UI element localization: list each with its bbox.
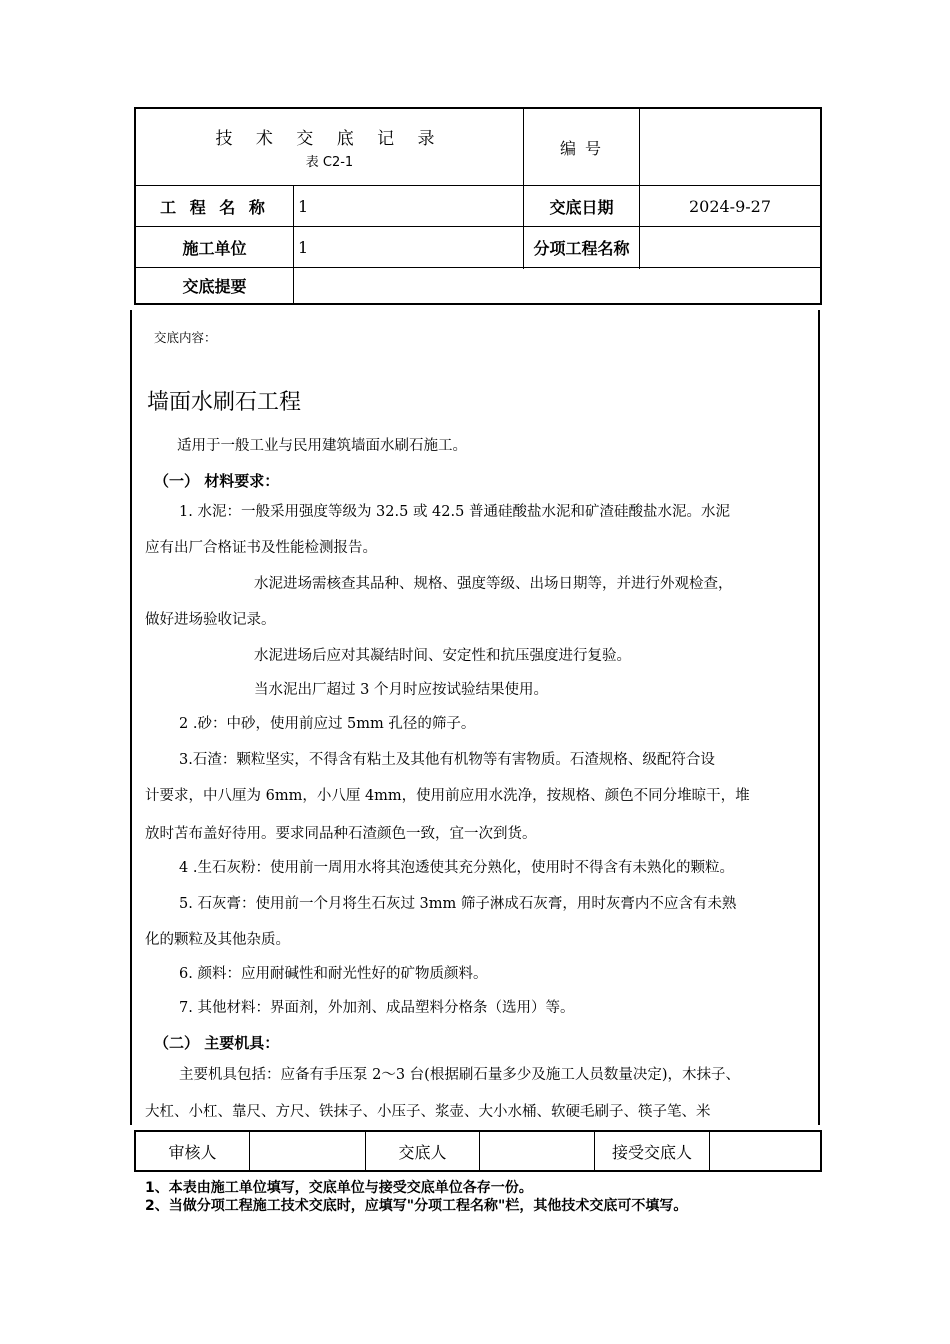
content-line: 水泥进场后应对其凝结时间、安定性和抗压强度进行复验。 [254,648,631,664]
content-line: 水泥进场需核查其品种、规格、强度等级、出场日期等，并进行外观检查， [254,576,733,592]
content-line: 应有出厂合格证书及性能检测报告。 [145,540,377,556]
header-table [134,107,822,305]
subproject-field[interactable] [640,227,820,267]
reviewer-label: 审核人 [168,1142,217,1162]
subsection-heading: （一） 材料要求： [154,472,280,490]
content-line: 3.石渣：颗粒坚实，不得含有粘土及其他有机物等有害物质。石渣规格、级配符合设 [179,752,715,768]
project-name-field[interactable]: 1 [298,196,309,216]
content-line: 1. 水泥：一般采用强度等级为 32.5 或 42.5 普通硅酸盐水泥和矿渣硅酸盐水泥。水泥 [179,504,730,520]
content-line: 7. 其他材料：界面剂，外加剂、成品塑料分格条（选用）等。 [179,1000,575,1016]
content-line: 做好进场验收记录。 [145,612,276,628]
summary-label: 交底提要 [182,277,247,296]
subproject-label: 分项工程名称 [533,238,630,258]
content-line: 2 .砂：中砂，使用前应过 5mm 孔径的筛子。 [179,716,476,732]
subsection-heading: （二） 主要机具： [154,1034,280,1052]
content-line: 6. 颜料：应用耐碱性和耐光性好的矿物质颜料。 [179,966,488,982]
reviewer-field[interactable] [250,1132,365,1170]
signature-table [134,1130,822,1172]
number-label: 编 号 [559,138,604,158]
form-number: 表 C2-1 [305,155,354,170]
discloser-field[interactable] [480,1132,594,1170]
summary-field[interactable] [294,268,820,303]
date-field[interactable]: 2024-9-27 [688,196,772,216]
date-label: 交底日期 [549,197,614,217]
receiver-field[interactable] [710,1132,820,1170]
number-field[interactable] [640,109,820,185]
footnote: 1、本表由施工单位填写，交底单位与接受交底单位各存一份。 [145,1180,533,1196]
content-line: 适用于一般工业与民用建筑墙面水刷石施工。 [177,438,467,454]
content-line: 主要机具包括：应备有手压泵 2～3 台(根据刷石量多少及施工人员数量决定)，木抹子、 [179,1067,740,1083]
footnote: 2、当做分项工程施工技术交底时，应填写"分项工程名称"栏，其他技术交底可不填写。 [145,1198,688,1214]
content-line: 4 .生石灰粉：使用前一周用水将其泡透使其充分熟化，使用时不得含有未熟化的颗粒。 [179,860,734,876]
discloser-label: 交底人 [398,1142,447,1162]
content-line: 化的颗粒及其他杂质。 [145,932,290,948]
project-name-label: 工 程 名 称 [160,197,269,217]
page-title: 技 术 交 底 记 录 [215,129,444,149]
form-title [136,109,523,185]
content-line: 放时苫布盖好待用。要求同品种石渣颜色一致，宜一次到货。 [145,826,537,842]
content-line: 大杠、小杠、靠尺、方尺、铁抹子、小压子、浆壶、大小水桶、软硬毛刷子、筷子笔、米 [145,1104,711,1120]
disclosure-content [130,310,820,1125]
contractor-field[interactable]: 1 [298,237,309,257]
content-line: 计要求，中八厘为 6mm，小八厘 4mm，使用前应用水洗净，按规格、颜色不同分堆晾干，堆 [145,788,750,804]
section-title: 墙面水刷石工程 [147,390,302,415]
content-label: 交底内容： [154,330,217,345]
content-line: 当水泥出厂超过 3 个月时应按试验结果使用。 [254,682,548,698]
contractor-label: 施工单位 [182,238,247,258]
receiver-label: 接受交底人 [611,1142,692,1162]
content-line: 5. 石灰膏：使用前一个月将生石灰过 3mm 筛子淋成石灰膏，用时灰膏内不应含有未熟 [179,896,737,912]
